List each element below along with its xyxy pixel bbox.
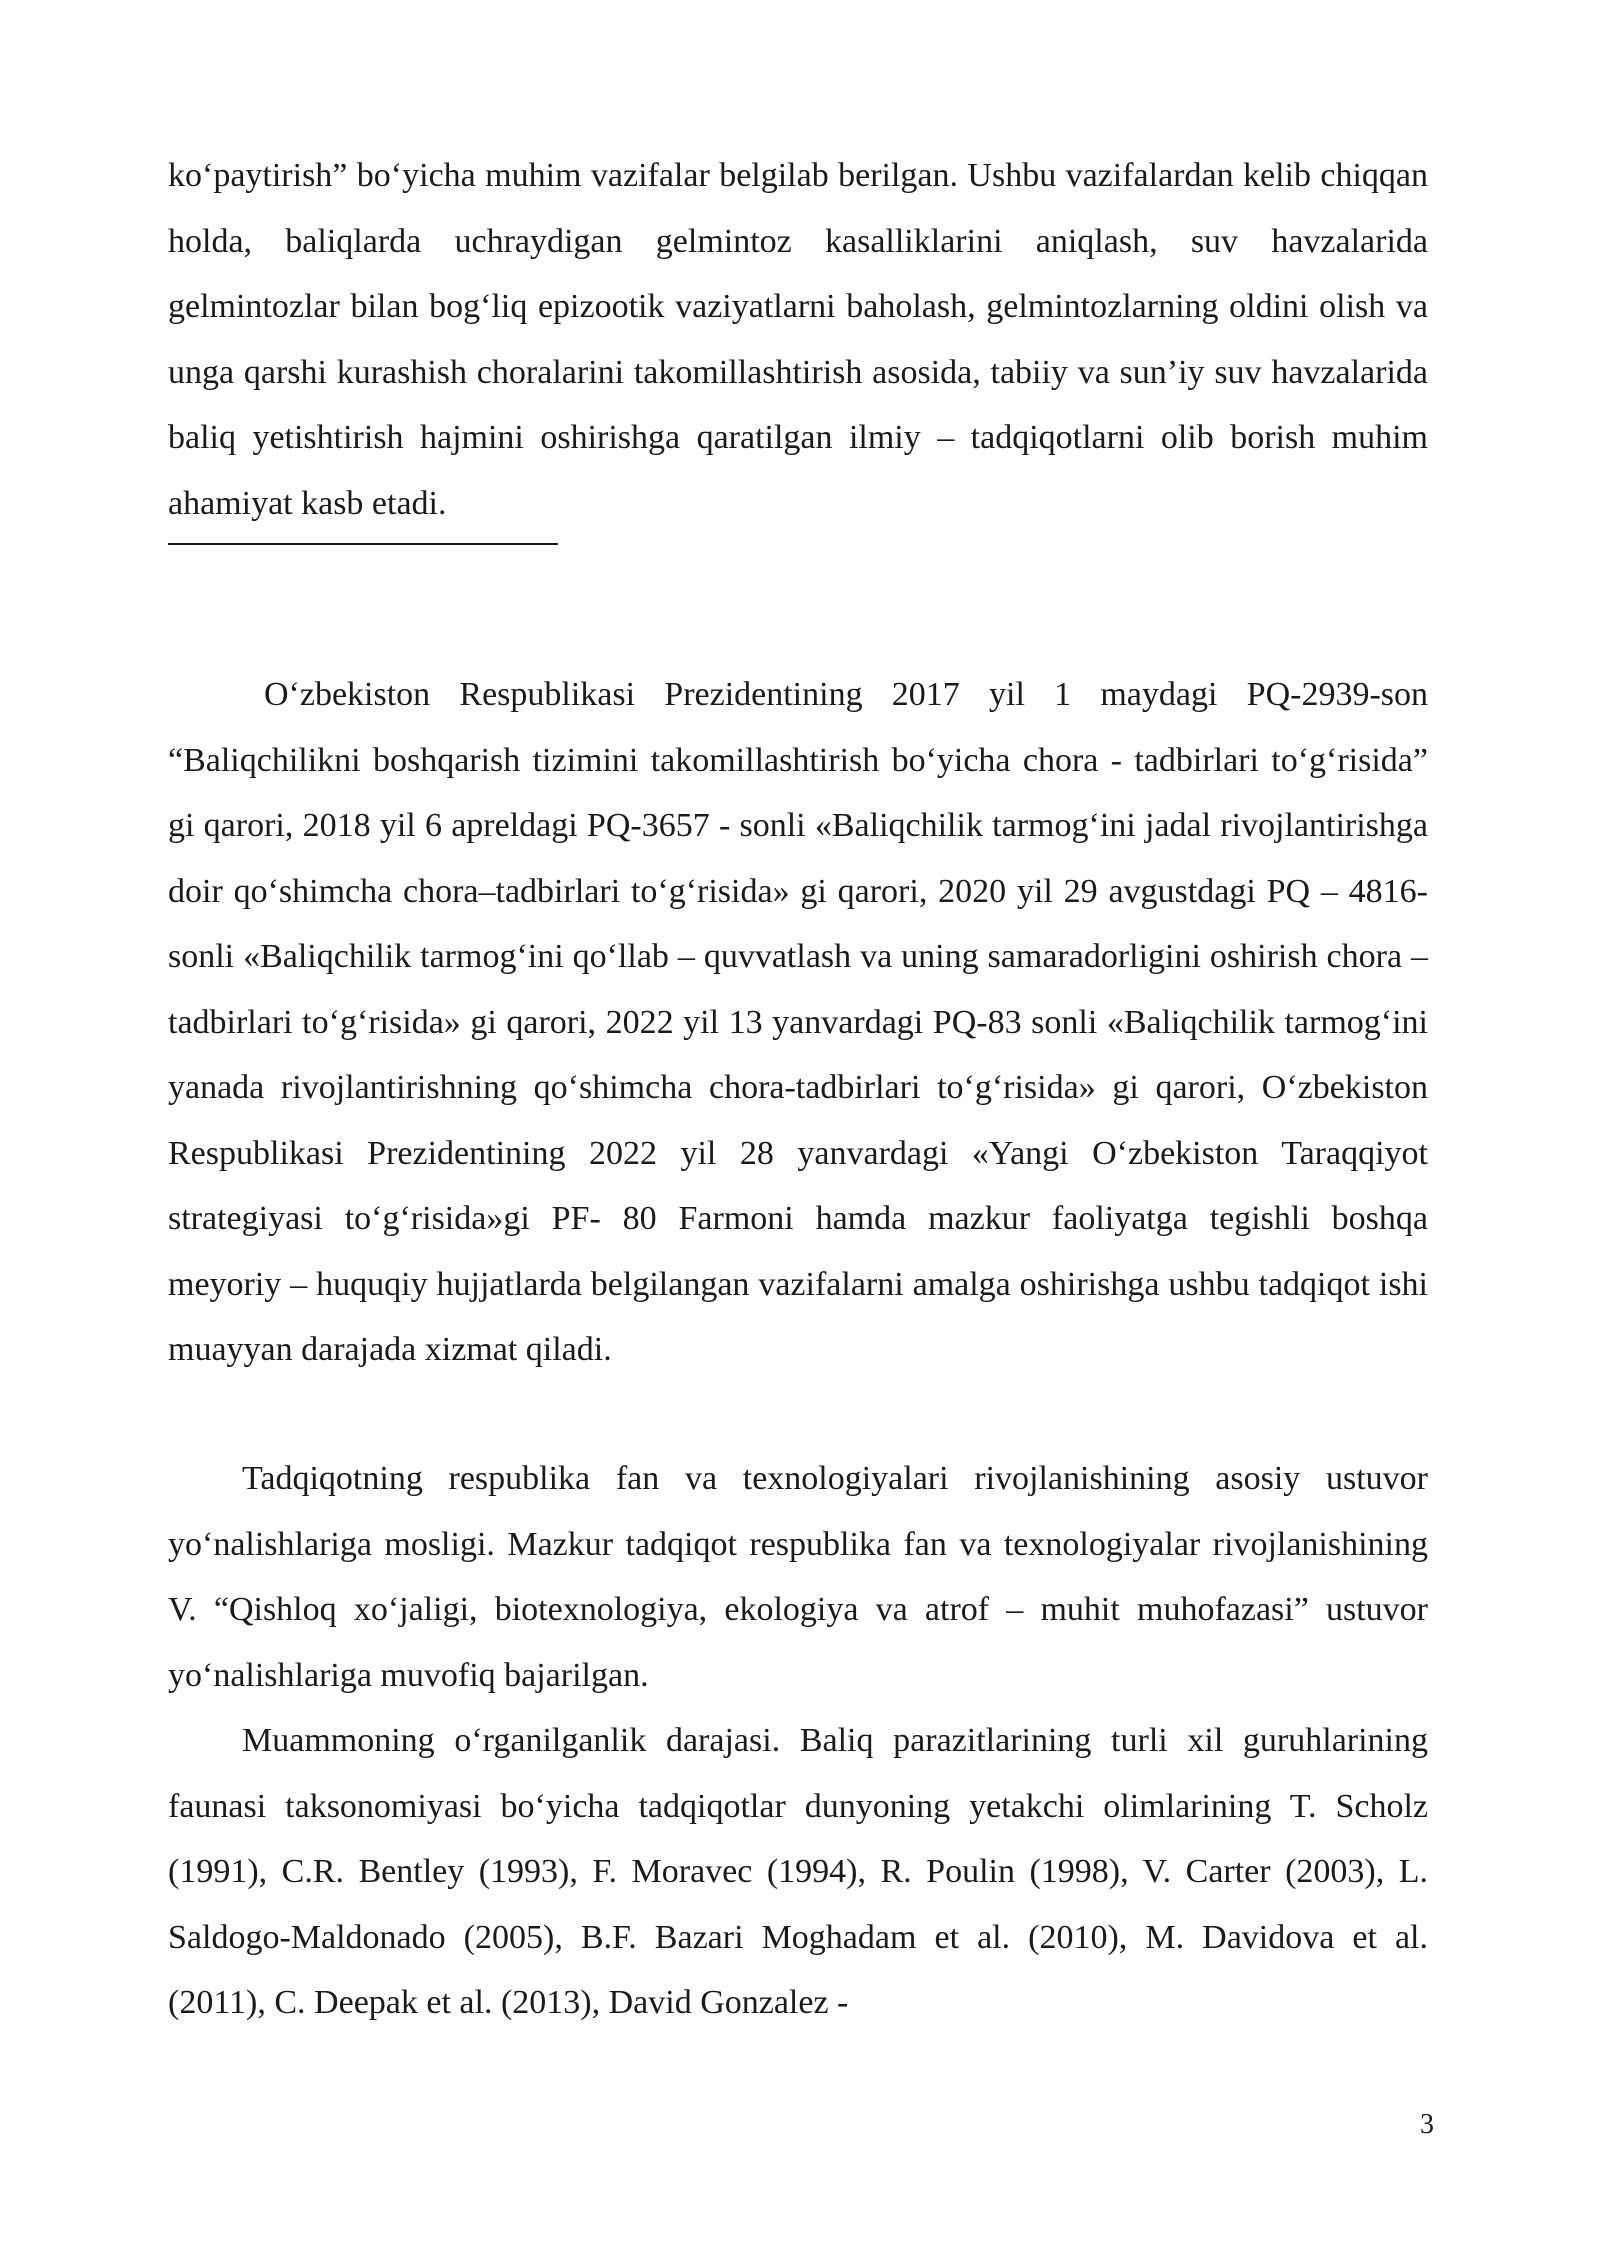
body-paragraph-2: O‘zbekiston Respublikasi Prezidentining 2017 yil 1 maydagi PQ-2939-son “Baliqchilikni boshqarish tizimini takomillashtirish bo‘yicha chora - tadbirlari to‘g‘risida” gi qarori, 2018 yil 6 apreldagi PQ-3657 - sonli «Baliqchilik tarmog‘ini jadal rivojlantirishga doir qo‘shimcha chora–tadbirlari to‘g‘risida» gi qarori, 2020 yil 29 avgustdagi PQ – 4816-sonli «Baliqchilik tarmog‘ini qo‘llab – quvvatlash va uning samaradorligini oshirish chora – tadbirlari to‘g‘risida» gi qarori, 2022 yil 13 yanvardagi PQ-83 sonli «Baliqchilik tarmog‘ini yanada rivojlantirishning qo‘shimcha chora-tadbirlari to‘g‘risida» gi qarori, O‘zbekiston Respublikasi Prezidentining 2022 yil 28 yanvardagi «Yangi O‘zbekiston Taraqqiyot strategiyasi to‘g‘risida»gi PF- 80 Farmoni hamda mazkur faoliyatga tegishli boshqa meyoriy – huquqiy hujjatlarda belgilangan vazifalarni amalga oshirishga ushbu tadqiqot ishi muayyan darajada xizmat qiladi. xyxy=(168,676,1428,1368)
body-paragraph-4: Muammoning o‘rganilganlik darajasi. Baliq parazitlarining turli xil guruhlarining faunasi taksonomiyasi bo‘yicha tadqiqotlar dunyoning yetakchi olimlarining T. Scholz (1991), C.R. Bentley (1993), F. Moravec (1994), R. Poulin (1998), V. Carter (2003), L. Saldogo-Maldonado (2005), B.F. Bazari Moghadam et al. (2010), M. Davidova et al. (2011), C. Deepak et al. (2013), David Gonzalez - xyxy=(168,1722,1428,2021)
body-paragraph-1: ko‘paytirish” bo‘yicha muhim vazifalar belgilab berilgan. Ushbu vazifalardan kelib chiqqan holda, baliqlarda uchraydigan gelmintoz kasalliklarini aniqlash, suv havzalarida gelmintozlar bilan bog‘liq epizootik vaziyatlarni baholash, gelmintozlarning oldini olish va unga qarshi kurashish choralarini takomillashtirish asosida, tabiiy va sun’iy suv havzalarida baliq yetishtirish hajmini oshirishga qaratilgan ilmiy – tadqiqotlarni olib borish muhim ahamiyat kasb etadi. xyxy=(168,157,1428,522)
page-number: 3 xyxy=(1420,2109,1434,2140)
footnote-separator-line xyxy=(168,543,558,545)
body-paragraph-3: Tadqiqotning respublika fan va texnologiyalari rivojlanishining asosiy ustuvor yo‘nalishlariga mosligi. Mazkur tadqiqot respublika fan va texnologiyalar rivojlanishining V. “Qishloq xo‘jaligi, biotexnologiya, ekologiya va atrof – muhit muhofazasi” ustuvor yo‘nalishlariga muvofiq bajarilgan. xyxy=(168,1460,1428,1694)
